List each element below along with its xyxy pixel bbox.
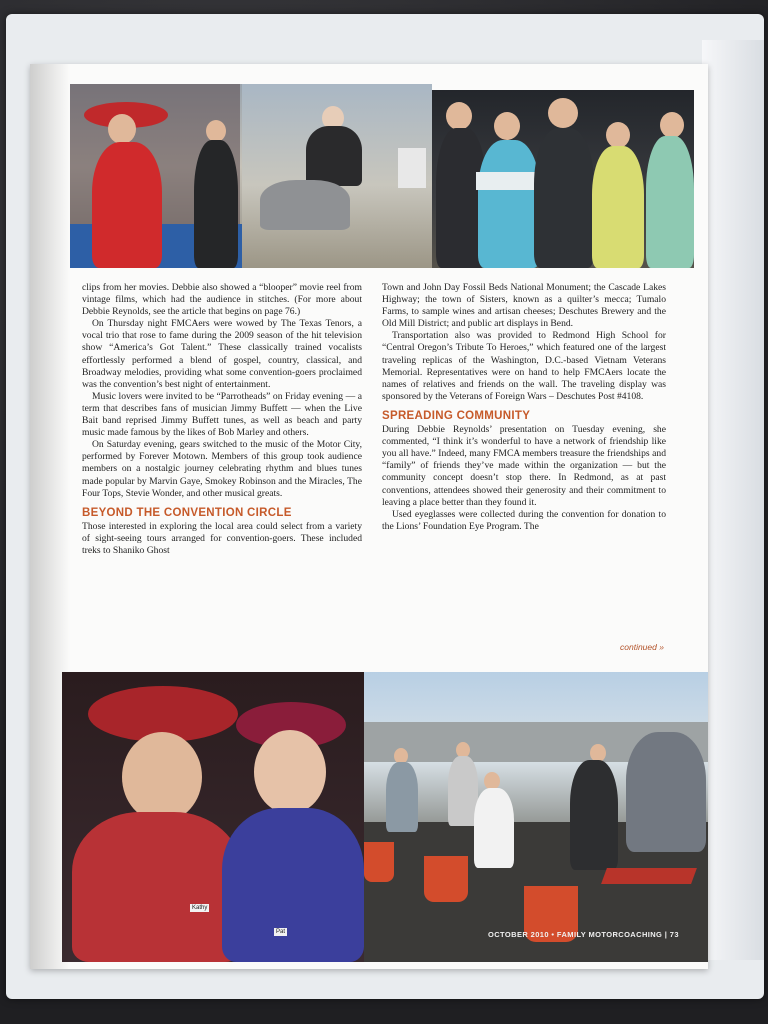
name-badge-right: Pat — [276, 929, 286, 935]
paragraph: During Debbie Reynolds’ presentation on Tuesday evening, she commented, “I think it’s wonderful to have a network of friendship like you all have.” Indeed, many FMCA members treasure the friendships and “family” of friends they’ve made within the organization — but the community concept doesn’t stop there. In Redmond, as at past conventions, attendees showed their generosity and their commitment to leaving a place better than they found it. — [382, 424, 666, 508]
paragraph: On Thursday night FMCAers were wowed by The Texas Tenors, a vocal trio that rose to fame during the 2009 season of the hit television show “America’s Got Talent.” These classically trained vocalists effortlessly performed a blend of gospel, country, classical, and Broadway melodies, providing what some convention-goers proclaimed was the convention’s best night of entertainment. — [82, 318, 362, 390]
sleeve-edge — [702, 40, 764, 960]
photo-red-hat-ladies — [62, 672, 364, 962]
paragraph: Town and John Day Fossil Beds National Monument; the Cascade Lakes Highway; the town of Sisters, known as a quilter’s mecca; Tumalo Farms, to sample wines and artisan cheeses; Deschutes Brewery and the Old Mill District; and public art displays in Bend. — [382, 282, 666, 330]
photo-group-five — [432, 90, 694, 268]
section-heading-community: SPREADING COMMUNITY — [382, 409, 531, 422]
text-column-left — [82, 282, 362, 557]
text-column-right — [382, 282, 666, 533]
continued-marker: continued » — [620, 642, 664, 652]
paragraph: On Saturday evening, gears switched to the music of the Motor City, performed by Forever Motown. Members of this group took audience members on a nostalgic journey celebrating rhythm and blues tunes made popular by Marvin Gaye, Smokey Robinson and the Miracles, The Four Tops, Stevie Wonder, and other musical greats. — [82, 439, 362, 499]
paragraph: Used eyeglasses were collected during the convention for donation to the Lions’ Foundation Eye Program. The — [382, 508, 666, 532]
page-shadow — [30, 64, 70, 969]
page-folio: OCTOBER 2010 • FAMILY MOTORCOACHING | 73 — [488, 930, 679, 939]
paragraph: Transportation also was provided to Redmond High School for “Central Oregon’s Tribute To Heroes,” which featured one of the largest traveling replicas of the Washington, D.C.-based Vietnam Veterans Memorial. Representatives were on hand to help FMCAers locate the names of relatives and friends on the wall. The traveling display was sponsored by the Veterans of Foreign Wars – Deschutes Post #4108. — [382, 330, 666, 402]
paragraph: Music lovers were invited to be “Parrotheads” on Friday evening — a term that describes fans of musician Jimmy Buffett — when the Live Bait band reprised Jimmy Buffett tunes, as well as beach and party music made famous by the likes of Bob Marley and others. — [82, 390, 362, 439]
photo-bucket-game — [364, 672, 708, 962]
name-badge-left: Kathy — [192, 905, 208, 911]
paragraph: clips from her movies. Debbie also showed a “blooper” movie reel from vintage films, which had the audience in stitches. (For more about Debbie Reynolds, see the article that begins on page 76.) — [82, 282, 362, 318]
section-heading-beyond: BEYOND THE CONVENTION CIRCLE — [82, 506, 292, 519]
paragraph: Those interested in exploring the local area could select from a variety of sight-seeing tours arranged for convention-goers. These included treks to Shaniko Ghost — [82, 520, 362, 556]
photo-performers — [70, 84, 432, 268]
